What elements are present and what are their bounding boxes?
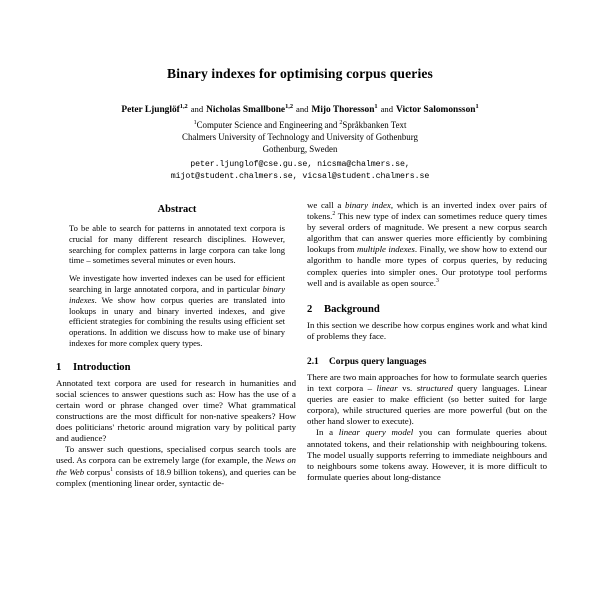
- abstract-emphasis-binary-indexes: binary indexes: [69, 283, 285, 305]
- abstract-heading: Abstract: [157, 204, 197, 215]
- footnote-marker-3[interactable]: 3: [435, 277, 439, 284]
- author-affiliation-marker: 1,2: [179, 103, 188, 111]
- author-name: Peter Ljunglöf: [121, 105, 180, 116]
- author-name: Nicholas Smallbone: [206, 105, 286, 116]
- email-line-1[interactable]: peter.ljunglof@cse.gu.se, nicsma@chalmers.se,: [190, 160, 410, 170]
- background-paragraph-1: In this section we describe how corpus engines work and what kind of problems they face.: [307, 319, 547, 341]
- cont-text-b: , which is an inverted index over pairs of tokens.: [307, 200, 547, 222]
- author-affiliation-marker: 1: [374, 103, 378, 111]
- term-structured: structured: [416, 383, 453, 394]
- cql-paragraph-1: [307, 372, 547, 427]
- author-separator: and: [190, 104, 204, 115]
- left-column: [56, 200, 296, 489]
- author-list: [0, 104, 600, 117]
- cql-paragraph-2: [307, 427, 547, 482]
- author-entry: [311, 105, 377, 115]
- cql-p1-text-b: vs.: [397, 383, 417, 394]
- right-column: [307, 200, 547, 489]
- cql-p1-text-c: query languages. Linear queries are easier to make efficient (so better suited for large corpora), while structured queries are more powerful (but on the other hand slower to execute).: [307, 383, 548, 427]
- cql-p2-text-a: In a: [316, 427, 339, 438]
- author-affiliation-marker: 1: [475, 103, 479, 111]
- section-number: 2.1: [307, 356, 319, 367]
- author-name: Mijo Thoresson: [311, 105, 375, 116]
- section-heading-corpus-query-languages: [307, 357, 547, 367]
- footnote-marker-2[interactable]: 2: [332, 211, 336, 218]
- section-title: Introduction: [73, 361, 131, 373]
- section-number: 1: [56, 361, 62, 373]
- affiliation-department-1: Computer Science and Engineering: [196, 120, 323, 130]
- affiliation-line-city: Gothenburg, Sweden: [262, 143, 338, 154]
- section-heading-introduction: [56, 362, 296, 373]
- term-multiple-indexes: multiple indexes: [356, 244, 415, 255]
- title-block: [0, 0, 600, 183]
- body-columns: [0, 200, 600, 489]
- author-entry: [121, 105, 187, 115]
- author-entry: [206, 105, 293, 115]
- section-heading-background: [307, 304, 547, 315]
- corpus-name-news-on-the-web: News on the Web: [56, 455, 296, 477]
- section-title: Corpus query languages: [329, 356, 427, 367]
- cql-p2-text-b: you can formulate queries about annotated tokens, and their relationship with neighbouring tokens. The model usually supports referring to immediate neighbours and to neighbours some tokens away. However, it is more difficult to formulate queries about long-distance: [307, 427, 548, 482]
- continuation-paragraph: [307, 200, 547, 289]
- cont-text-c: This new type of index can sometimes reduce query times by several orders of magnitude. We present a new corpus search algorithm that can answer queries more efficiently by combining lookups from: [307, 211, 547, 255]
- section-number: 2: [307, 303, 313, 315]
- cql-p1-text-a: There are two main approaches for how to formulate search queries in text corpora –: [307, 371, 547, 394]
- abstract-section: [56, 204, 296, 349]
- term-linear-query-model: linear query model: [338, 427, 414, 438]
- introduction-paragraph-1: Annotated text corpora are used for research in humanities and social sciences to answer questions such as: How has the use of a certain word or phrase changed over time? What grammatical constructions are the most difficult for non-native speakers? How does politicians' rhetoric around migration vary by political party and audience?: [56, 377, 296, 444]
- intro-p2-text-b: corpus: [84, 466, 111, 477]
- author-entry: [396, 105, 479, 115]
- author-separator: and: [380, 104, 394, 115]
- cont-text-d: . Finally, we show how to extend our algorithm to handle more types of corpus queries, by reducing complex queries into simpler ones. Our prototype tool performs well and is available as open source.: [307, 244, 547, 288]
- intro-p2-text-a: To answer such questions, specialised corpus search tools are used. As corpora can be extremely large (for example, the: [56, 444, 296, 466]
- cont-text-a: we call a: [307, 200, 345, 210]
- affiliation-marker-1: 1: [193, 120, 197, 127]
- affiliation-line-universities: Chalmers University of Technology and University of Gothenburg: [182, 131, 418, 142]
- page-title: Binary indexes for optimising corpus queries: [167, 66, 433, 81]
- affiliation-block: [0, 120, 600, 155]
- abstract-paragraph-2: We investigate how inverted indexes can be used for efficient searching in large annotated corpora, and in particular binary indexes. We show how corpus queries are translated into lookups in unary and binary inverted indexes, and give efficient strategies for combining the results using efficient set operations. In addition we discuss how to make use of binary indexes for more complex query types.: [69, 273, 285, 348]
- footnote-marker-1[interactable]: 1: [110, 466, 114, 473]
- author-affiliation-marker: 1,2: [285, 103, 294, 111]
- term-linear: linear: [376, 383, 398, 394]
- author-separator: and: [296, 104, 309, 115]
- affiliation-conjunction: and: [324, 120, 338, 130]
- affiliation-department-2: Språkbanken Text: [342, 120, 407, 130]
- term-binary-index: binary index: [344, 200, 391, 210]
- abstract-paragraph-1: To be able to search for patterns in annotated text corpora is crucial for many different research disciplines. However, searching for complex patterns in large corpora can take long time – sometimes several minutes or even hours.: [69, 223, 285, 266]
- email-line-2[interactable]: mijot@student.chalmers.se, vicsal@student.chalmers.se: [170, 172, 430, 182]
- affiliation-line-departments: [0, 120, 600, 132]
- section-title: Background: [324, 303, 380, 315]
- affiliation-marker-2: 2: [339, 120, 343, 127]
- intro-p2-text-c: consists of 18.9 billion tokens), and queries can be complex (mentioning linear order, syntactic de-: [56, 466, 296, 488]
- email-block: [0, 159, 600, 183]
- introduction-paragraph-2: [56, 444, 296, 488]
- author-name: Victor Salomonsson: [396, 105, 476, 116]
